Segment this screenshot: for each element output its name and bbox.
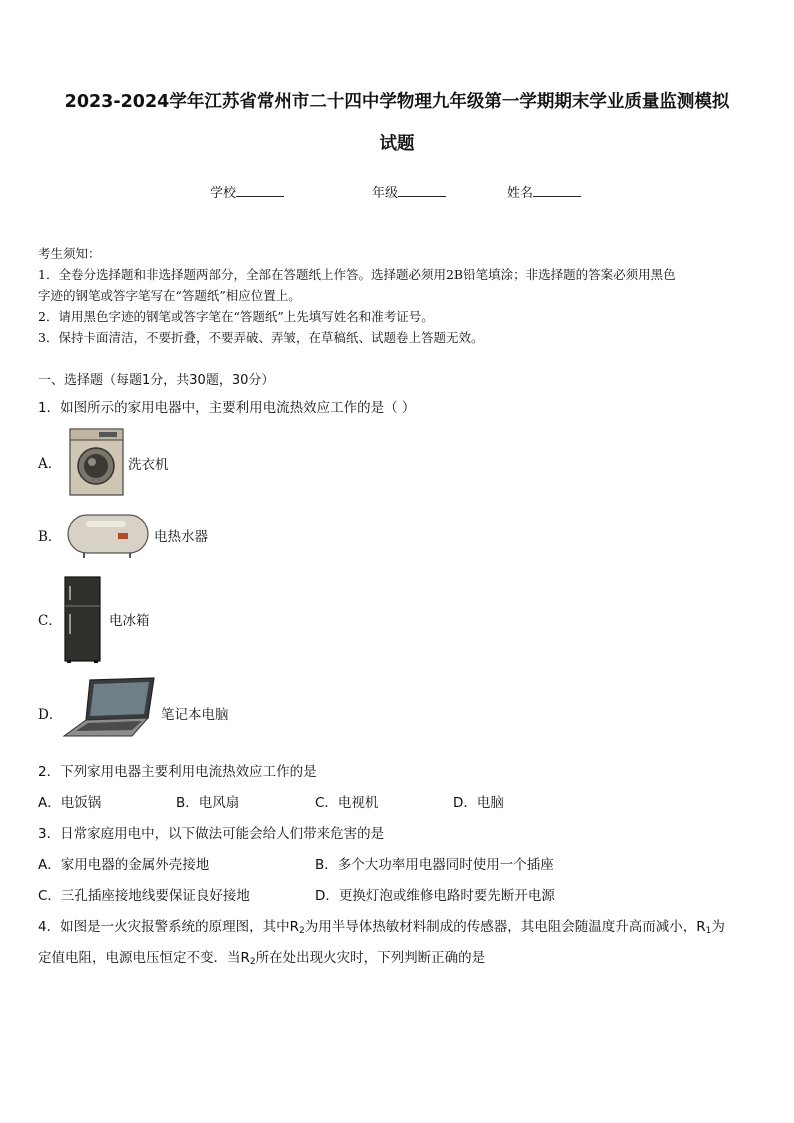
question-4-stem: 4．如图是一火灾报警系统的原理图，其中$R_2$为用半导体热敏材料制成的传感器，其电阻会随温度升高而减小，$R_1$为 <box>38 919 725 936</box>
notice-item-1-cont: 字迹的钢笔或答字笔写在“答题纸”相应位置上。 <box>38 288 301 303</box>
q1-option-b-label[interactable]: B． <box>38 529 62 545</box>
notice-item-3: 3．保持卡面清洁，不要折叠，不要弄破、弄皱，在草稿纸、试题卷上答题无效。 <box>38 330 484 345</box>
q3-option-d[interactable]: D．更换灯泡或维修电路时要先断开电源 <box>315 888 555 904</box>
q1-option-b-text[interactable]: 电热水器 <box>154 529 208 545</box>
question-4-stem-cont: 定值电阻，电源电压恒定不变．当$R_2$所在处出现火灾时，下列判断正确的是 <box>38 950 486 967</box>
section-heading: 一、选择题（每题1分，共30题，30分） <box>38 373 275 388</box>
refrigerator-icon <box>64 576 102 664</box>
q3-option-c[interactable]: C．三孔插座接地线要保证良好接地 <box>38 888 250 904</box>
name-field[interactable]: 姓名 <box>507 182 581 201</box>
washing-machine-icon <box>69 428 125 496</box>
grade-field[interactable]: 年级 <box>372 182 446 201</box>
notice-heading: 考生须知： <box>38 246 101 261</box>
q1-option-d-text[interactable]: 笔记本电脑 <box>161 707 229 723</box>
exam-title-continued: 试题 <box>379 134 415 154</box>
q3-option-a[interactable]: A．家用电器的金属外壳接地 <box>38 857 210 873</box>
q2-option-d[interactable]: D．电脑 <box>453 795 504 811</box>
laptop-icon <box>62 676 156 738</box>
q2-option-a[interactable]: A．电饭锅 <box>38 795 102 811</box>
q3-option-b[interactable]: B．多个大功率用电器同时使用一个插座 <box>315 857 554 873</box>
q1-option-a-label[interactable]: A． <box>38 456 62 472</box>
q2-option-b[interactable]: B．电风扇 <box>176 795 240 811</box>
question-1-stem: 1．如图所示的家用电器中，主要利用电流热效应工作的是（ ） <box>38 400 416 416</box>
q2-option-c[interactable]: C．电视机 <box>315 795 379 811</box>
q1-option-a-text[interactable]: 洗衣机 <box>128 457 169 473</box>
q1-option-c-label[interactable]: C． <box>38 613 62 629</box>
school-field[interactable]: 学校 <box>210 182 284 201</box>
notice-item-2: 2．请用黑色字迹的钢笔或答字笔在“答题纸”上先填写姓名和准考证号。 <box>38 309 434 324</box>
q1-option-d-label[interactable]: D． <box>38 707 63 723</box>
notice-item-1: 1．全卷分选择题和非选择题两部分，全部在答题纸上作答。选择题必须用2B铅笔填涂；非选择题的答案必须用黑色 <box>38 267 676 282</box>
water-heater-icon <box>66 513 150 559</box>
q1-option-c-text[interactable]: 电冰箱 <box>109 613 150 629</box>
question-3-stem: 3．日常家庭用电中，以下做法可能会给人们带来危害的是 <box>38 826 385 842</box>
exam-title: 2023-2024学年江苏省常州市二十四中学物理九年级第一学期期末学业质量监测模拟 <box>64 92 730 112</box>
question-2-stem: 2．下列家用电器主要利用电流热效应工作的是 <box>38 764 317 780</box>
